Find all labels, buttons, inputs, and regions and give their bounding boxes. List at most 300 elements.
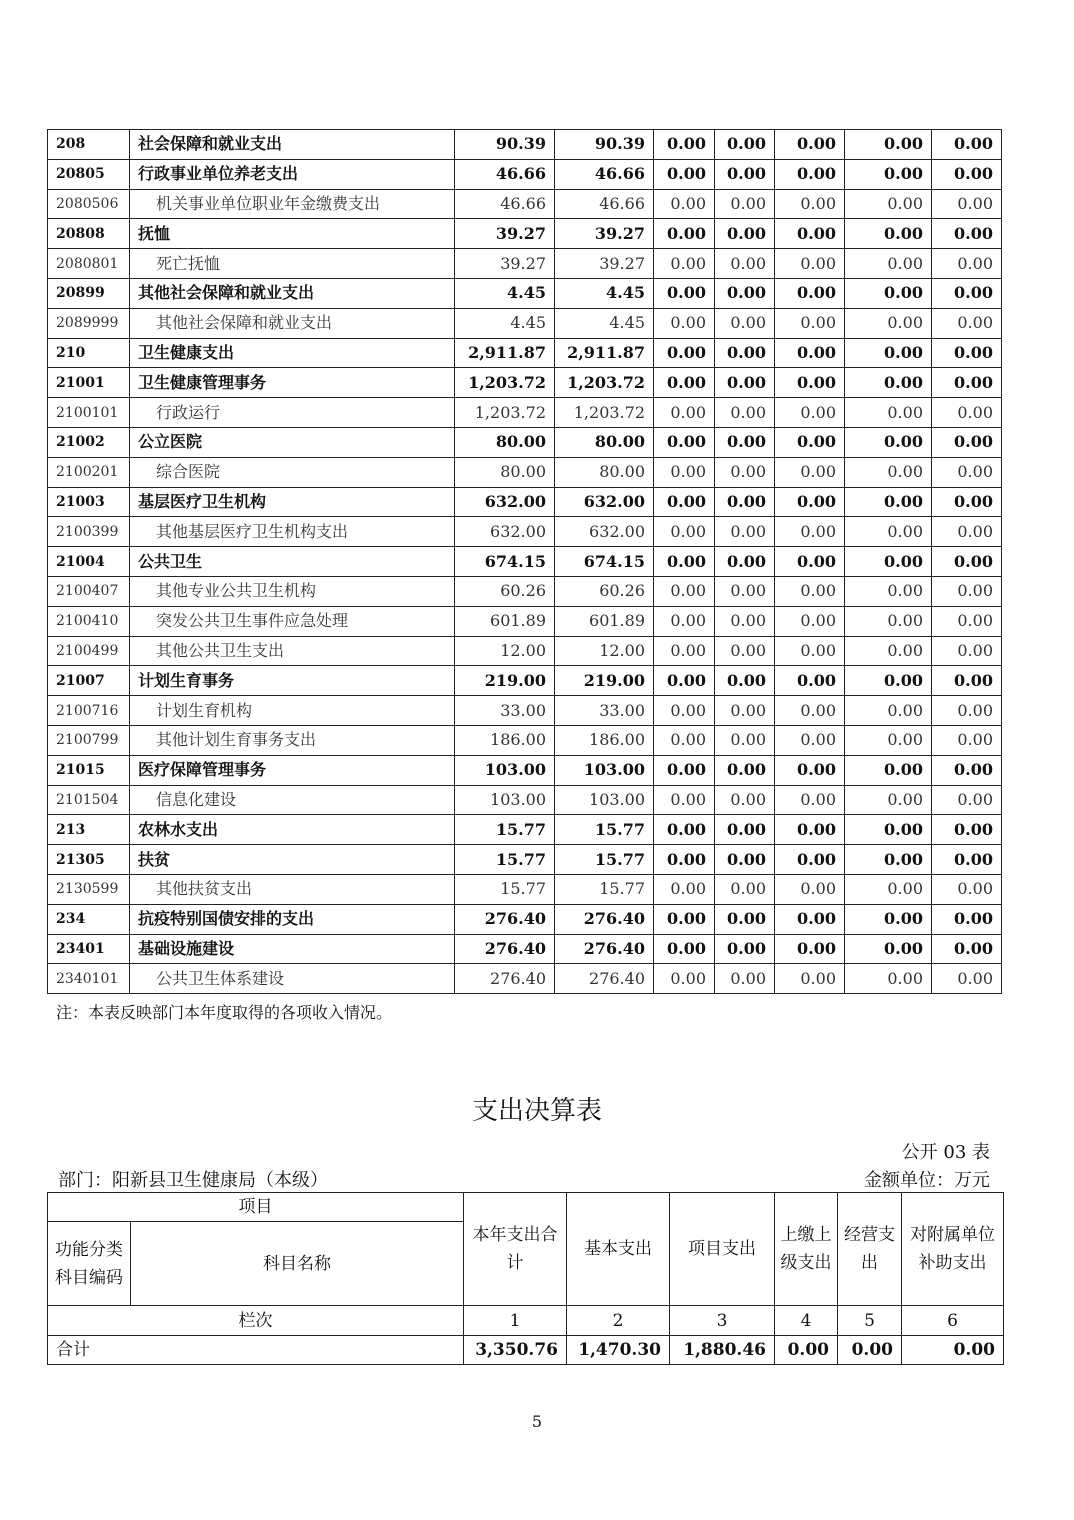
row-basic: 276.40 — [555, 934, 654, 964]
row-col6: 0.00 — [845, 815, 932, 845]
row-col7: 0.00 — [932, 278, 1002, 308]
row-col7: 0.00 — [932, 845, 1002, 875]
row-name: 死亡抚恤 — [130, 249, 455, 279]
row-basic: 1,203.72 — [555, 368, 654, 398]
row-total: 46.66 — [455, 159, 555, 189]
row-name: 计划生育事务 — [130, 666, 455, 696]
row-col4: 0.00 — [715, 696, 775, 726]
row-col5: 0.00 — [775, 547, 845, 577]
row-col3: 0.00 — [654, 964, 715, 994]
row-col3: 0.00 — [654, 517, 715, 547]
table-row — [48, 696, 1002, 726]
row-col4: 0.00 — [715, 845, 775, 875]
expenditure-summary-table — [47, 1192, 1004, 1365]
row-code: 20805 — [48, 159, 130, 189]
row-col5: 0.00 — [775, 189, 845, 219]
row-basic: 103.00 — [555, 785, 654, 815]
row-col6: 0.00 — [845, 457, 932, 487]
col-number-6: 6 — [902, 1306, 1004, 1336]
row-total: 39.27 — [455, 219, 555, 249]
header-item: 项目 — [48, 1193, 464, 1222]
row-basic: 674.15 — [555, 547, 654, 577]
row-total: 103.00 — [455, 755, 555, 785]
row-code: 2100101 — [48, 398, 130, 428]
row-code: 21007 — [48, 666, 130, 696]
row-total: 4.45 — [455, 278, 555, 308]
row-col3: 0.00 — [654, 368, 715, 398]
row-code: 21001 — [48, 368, 130, 398]
row-col7: 0.00 — [932, 219, 1002, 249]
row-name: 其他扶贫支出 — [130, 874, 455, 904]
table-row — [48, 308, 1002, 338]
row-total: 80.00 — [455, 457, 555, 487]
row-col4: 0.00 — [715, 219, 775, 249]
row-col7: 0.00 — [932, 964, 1002, 994]
row-col7: 0.00 — [932, 308, 1002, 338]
row-total: 632.00 — [455, 487, 555, 517]
row-col7: 0.00 — [932, 666, 1002, 696]
row-name: 公共卫生 — [130, 547, 455, 577]
row-col5: 0.00 — [775, 130, 845, 160]
header-code: 功能分类科目编码 — [48, 1222, 131, 1306]
table-row — [48, 845, 1002, 875]
row-col7: 0.00 — [932, 576, 1002, 606]
row-col4: 0.00 — [715, 874, 775, 904]
row-total: 4.45 — [455, 308, 555, 338]
row-col7: 0.00 — [932, 398, 1002, 428]
row-name: 计划生育机构 — [130, 696, 455, 726]
row-col6: 0.00 — [845, 368, 932, 398]
row-col3: 0.00 — [654, 547, 715, 577]
row-col3: 0.00 — [654, 815, 715, 845]
row-name: 公立医院 — [130, 427, 455, 457]
row-col4: 0.00 — [715, 278, 775, 308]
row-col6: 0.00 — [845, 606, 932, 636]
row-basic: 601.89 — [555, 606, 654, 636]
table-number: 公开 03 表 — [901, 1142, 990, 1163]
row-name: 卫生健康管理事务 — [130, 368, 455, 398]
table-row — [48, 785, 1002, 815]
row-basic: 15.77 — [555, 815, 654, 845]
total-value-3: 1,880.46 — [670, 1336, 775, 1365]
row-name: 卫生健康支出 — [130, 338, 455, 368]
row-code: 20808 — [48, 219, 130, 249]
row-col4: 0.00 — [715, 517, 775, 547]
row-name: 公共卫生体系建设 — [130, 964, 455, 994]
row-total: 39.27 — [455, 249, 555, 279]
row-col4: 0.00 — [715, 308, 775, 338]
row-col7: 0.00 — [932, 427, 1002, 457]
row-col5: 0.00 — [775, 487, 845, 517]
row-basic: 103.00 — [555, 755, 654, 785]
row-name: 其他社会保障和就业支出 — [130, 308, 455, 338]
row-code: 2100407 — [48, 576, 130, 606]
row-basic: 90.39 — [555, 130, 654, 160]
row-code: 208 — [48, 130, 130, 160]
row-col7: 0.00 — [932, 785, 1002, 815]
row-col6: 0.00 — [845, 517, 932, 547]
row-name: 机关事业单位职业年金缴费支出 — [130, 189, 455, 219]
row-total: 276.40 — [455, 934, 555, 964]
row-total: 103.00 — [455, 785, 555, 815]
row-name: 其他公共卫生支出 — [130, 636, 455, 666]
row-col4: 0.00 — [715, 130, 775, 160]
table-row — [48, 427, 1002, 457]
row-col3: 0.00 — [654, 845, 715, 875]
row-col7: 0.00 — [932, 636, 1002, 666]
row-code: 21305 — [48, 845, 130, 875]
row-col4: 0.00 — [715, 725, 775, 755]
row-col7: 0.00 — [932, 189, 1002, 219]
row-col7: 0.00 — [932, 487, 1002, 517]
row-col5: 0.00 — [775, 219, 845, 249]
row-col5: 0.00 — [775, 696, 845, 726]
row-col3: 0.00 — [654, 219, 715, 249]
col-number-2: 2 — [567, 1306, 670, 1336]
row-col5: 0.00 — [775, 338, 845, 368]
row-col4: 0.00 — [715, 189, 775, 219]
row-total: 219.00 — [455, 666, 555, 696]
row-col6: 0.00 — [845, 189, 932, 219]
row-name: 扶贫 — [130, 845, 455, 875]
row-basic: 219.00 — [555, 666, 654, 696]
row-name: 其他专业公共卫生机构 — [130, 576, 455, 606]
row-total: 674.15 — [455, 547, 555, 577]
row-code: 2100716 — [48, 696, 130, 726]
row-col3: 0.00 — [654, 338, 715, 368]
row-col5: 0.00 — [775, 636, 845, 666]
row-col5: 0.00 — [775, 457, 845, 487]
row-col4: 0.00 — [715, 904, 775, 934]
col-number-4: 4 — [775, 1306, 838, 1336]
row-col3: 0.00 — [654, 278, 715, 308]
row-basic: 46.66 — [555, 159, 654, 189]
col-number-1: 1 — [464, 1306, 567, 1336]
row-col5: 0.00 — [775, 398, 845, 428]
row-total: 601.89 — [455, 606, 555, 636]
row-basic: 4.45 — [555, 278, 654, 308]
row-col5: 0.00 — [775, 755, 845, 785]
row-col3: 0.00 — [654, 666, 715, 696]
row-col7: 0.00 — [932, 368, 1002, 398]
row-col4: 0.00 — [715, 606, 775, 636]
col-number-3: 3 — [670, 1306, 775, 1336]
total-value-1: 3,350.76 — [464, 1336, 567, 1365]
row-col3: 0.00 — [654, 457, 715, 487]
row-col4: 0.00 — [715, 457, 775, 487]
row-total: 60.26 — [455, 576, 555, 606]
row-col4: 0.00 — [715, 398, 775, 428]
row-col5: 0.00 — [775, 249, 845, 279]
row-code: 213 — [48, 815, 130, 845]
row-col7: 0.00 — [932, 934, 1002, 964]
row-basic: 15.77 — [555, 874, 654, 904]
row-basic: 276.40 — [555, 904, 654, 934]
table-row — [48, 636, 1002, 666]
row-basic: 60.26 — [555, 576, 654, 606]
table-row — [48, 278, 1002, 308]
row-total: 276.40 — [455, 904, 555, 934]
row-col7: 0.00 — [932, 517, 1002, 547]
row-col4: 0.00 — [715, 427, 775, 457]
total-label: 合计 — [48, 1336, 464, 1365]
row-col3: 0.00 — [654, 130, 715, 160]
row-col6: 0.00 — [845, 398, 932, 428]
row-col4: 0.00 — [715, 338, 775, 368]
row-col6: 0.00 — [845, 547, 932, 577]
row-col3: 0.00 — [654, 606, 715, 636]
header-col2: 基本支出 — [567, 1193, 670, 1306]
row-total: 1,203.72 — [455, 398, 555, 428]
row-basic: 632.00 — [555, 487, 654, 517]
row-col4: 0.00 — [715, 785, 775, 815]
row-col4: 0.00 — [715, 368, 775, 398]
header-name: 科目名称 — [131, 1222, 464, 1306]
row-col3: 0.00 — [654, 487, 715, 517]
row-col6: 0.00 — [845, 338, 932, 368]
row-col4: 0.00 — [715, 934, 775, 964]
row-col6: 0.00 — [845, 904, 932, 934]
row-col5: 0.00 — [775, 964, 845, 994]
col-number-5: 5 — [838, 1306, 902, 1336]
expenditure-detail-table — [47, 129, 1002, 994]
row-col4: 0.00 — [715, 964, 775, 994]
row-code: 2340101 — [48, 964, 130, 994]
row-basic: 80.00 — [555, 427, 654, 457]
table-row — [48, 457, 1002, 487]
row-col7: 0.00 — [932, 249, 1002, 279]
row-col7: 0.00 — [932, 547, 1002, 577]
row-label: 栏次 — [48, 1306, 464, 1336]
row-col6: 0.00 — [845, 576, 932, 606]
row-col5: 0.00 — [775, 606, 845, 636]
row-col7: 0.00 — [932, 725, 1002, 755]
row-basic: 186.00 — [555, 725, 654, 755]
row-col5: 0.00 — [775, 934, 845, 964]
table-row — [48, 249, 1002, 279]
row-col3: 0.00 — [654, 159, 715, 189]
row-col6: 0.00 — [845, 308, 932, 338]
row-name: 基础设施建设 — [130, 934, 455, 964]
row-col6: 0.00 — [845, 725, 932, 755]
row-col5: 0.00 — [775, 725, 845, 755]
row-col7: 0.00 — [932, 904, 1002, 934]
row-col6: 0.00 — [845, 755, 932, 785]
row-col6: 0.00 — [845, 487, 932, 517]
row-col6: 0.00 — [845, 427, 932, 457]
row-col5: 0.00 — [775, 666, 845, 696]
row-col6: 0.00 — [845, 934, 932, 964]
row-name: 行政运行 — [130, 398, 455, 428]
section-title: 支出决算表 — [471, 1096, 602, 1126]
row-col7: 0.00 — [932, 338, 1002, 368]
table-row — [48, 398, 1002, 428]
row-col3: 0.00 — [654, 308, 715, 338]
row-name: 其他基层医疗卫生机构支出 — [130, 517, 455, 547]
row-col6: 0.00 — [845, 964, 932, 994]
row-basic: 276.40 — [555, 964, 654, 994]
row-col4: 0.00 — [715, 576, 775, 606]
table-row — [48, 130, 1002, 160]
row-total: 80.00 — [455, 427, 555, 457]
row-col4: 0.00 — [715, 487, 775, 517]
row-col3: 0.00 — [654, 249, 715, 279]
header-col5: 经营支出 — [838, 1193, 902, 1306]
row-total: 632.00 — [455, 517, 555, 547]
row-col4: 0.00 — [715, 636, 775, 666]
row-col3: 0.00 — [654, 189, 715, 219]
row-basic: 33.00 — [555, 696, 654, 726]
row-name: 抗疫特别国债安排的支出 — [130, 904, 455, 934]
table-row — [48, 606, 1002, 636]
row-col3: 0.00 — [654, 636, 715, 666]
row-basic: 39.27 — [555, 219, 654, 249]
row-col5: 0.00 — [775, 427, 845, 457]
table-row — [48, 159, 1002, 189]
row-basic: 2,911.87 — [555, 338, 654, 368]
row-basic: 4.45 — [555, 308, 654, 338]
total-value-6: 0.00 — [902, 1336, 1004, 1365]
table-row — [48, 725, 1002, 755]
row-col5: 0.00 — [775, 159, 845, 189]
row-basic: 80.00 — [555, 457, 654, 487]
row-code: 2101504 — [48, 785, 130, 815]
row-col5: 0.00 — [775, 904, 845, 934]
row-col3: 0.00 — [654, 934, 715, 964]
table-row — [48, 755, 1002, 785]
row-code: 21003 — [48, 487, 130, 517]
row-col5: 0.00 — [775, 368, 845, 398]
table-row — [48, 666, 1002, 696]
table-row — [48, 815, 1002, 845]
row-col6: 0.00 — [845, 219, 932, 249]
row-code: 2100499 — [48, 636, 130, 666]
row-col3: 0.00 — [654, 725, 715, 755]
row-col5: 0.00 — [775, 308, 845, 338]
row-code: 21015 — [48, 755, 130, 785]
row-col5: 0.00 — [775, 517, 845, 547]
row-col6: 0.00 — [845, 874, 932, 904]
row-name: 综合医院 — [130, 457, 455, 487]
row-col7: 0.00 — [932, 606, 1002, 636]
header-col1: 本年支出合计 — [464, 1193, 567, 1306]
row-name: 其他计划生育事务支出 — [130, 725, 455, 755]
row-col4: 0.00 — [715, 249, 775, 279]
row-code: 2130599 — [48, 874, 130, 904]
row-col7: 0.00 — [932, 755, 1002, 785]
header-col4: 上缴上级支出 — [775, 1193, 838, 1306]
amount-unit-label: 金额单位：万元 — [864, 1170, 990, 1191]
table-row — [48, 338, 1002, 368]
row-col3: 0.00 — [654, 904, 715, 934]
row-col4: 0.00 — [715, 159, 775, 189]
row-total: 2,911.87 — [455, 338, 555, 368]
row-col3: 0.00 — [654, 755, 715, 785]
row-total: 1,203.72 — [455, 368, 555, 398]
row-code: 210 — [48, 338, 130, 368]
row-col7: 0.00 — [932, 696, 1002, 726]
table-row — [48, 874, 1002, 904]
row-code: 21002 — [48, 427, 130, 457]
row-basic: 1,203.72 — [555, 398, 654, 428]
row-name: 行政事业单位养老支出 — [130, 159, 455, 189]
table-row — [48, 904, 1002, 934]
total-value-2: 1,470.30 — [567, 1336, 670, 1365]
row-total: 46.66 — [455, 189, 555, 219]
row-col5: 0.00 — [775, 845, 845, 875]
row-code: 2100799 — [48, 725, 130, 755]
row-col4: 0.00 — [715, 547, 775, 577]
row-code: 21004 — [48, 547, 130, 577]
row-basic: 12.00 — [555, 636, 654, 666]
row-col4: 0.00 — [715, 755, 775, 785]
row-col5: 0.00 — [775, 815, 845, 845]
row-col4: 0.00 — [715, 666, 775, 696]
row-col3: 0.00 — [654, 785, 715, 815]
row-total: 33.00 — [455, 696, 555, 726]
row-col5: 0.00 — [775, 278, 845, 308]
row-col3: 0.00 — [654, 427, 715, 457]
row-code: 23401 — [48, 934, 130, 964]
row-total: 276.40 — [455, 964, 555, 994]
row-name: 社会保障和就业支出 — [130, 130, 455, 160]
row-name: 其他社会保障和就业支出 — [130, 278, 455, 308]
table-row — [48, 219, 1002, 249]
row-col3: 0.00 — [654, 576, 715, 606]
row-basic: 15.77 — [555, 845, 654, 875]
row-name: 农林水支出 — [130, 815, 455, 845]
row-code: 2100399 — [48, 517, 130, 547]
row-basic: 39.27 — [555, 249, 654, 279]
row-total: 15.77 — [455, 815, 555, 845]
row-code: 2080801 — [48, 249, 130, 279]
row-col5: 0.00 — [775, 576, 845, 606]
row-total: 90.39 — [455, 130, 555, 160]
row-name: 基层医疗卫生机构 — [130, 487, 455, 517]
table-row — [48, 547, 1002, 577]
table-row — [48, 487, 1002, 517]
row-basic: 46.66 — [555, 189, 654, 219]
row-col6: 0.00 — [845, 666, 932, 696]
row-total: 12.00 — [455, 636, 555, 666]
table-row — [48, 934, 1002, 964]
row-col7: 0.00 — [932, 874, 1002, 904]
row-col6: 0.00 — [845, 249, 932, 279]
row-col6: 0.00 — [845, 159, 932, 189]
row-basic: 632.00 — [555, 517, 654, 547]
row-total: 186.00 — [455, 725, 555, 755]
row-code: 2089999 — [48, 308, 130, 338]
row-name: 信息化建设 — [130, 785, 455, 815]
row-col6: 0.00 — [845, 636, 932, 666]
row-code: 2100201 — [48, 457, 130, 487]
row-col5: 0.00 — [775, 785, 845, 815]
row-total: 15.77 — [455, 874, 555, 904]
row-col6: 0.00 — [845, 130, 932, 160]
row-col6: 0.00 — [845, 278, 932, 308]
header-col6: 对附属单位补助支出 — [902, 1193, 1004, 1306]
row-name: 突发公共卫生事件应急处理 — [130, 606, 455, 636]
page-number: 5 — [531, 1412, 543, 1431]
row-col4: 0.00 — [715, 815, 775, 845]
row-col6: 0.00 — [845, 696, 932, 726]
table-row — [48, 576, 1002, 606]
row-col7: 0.00 — [932, 159, 1002, 189]
row-code: 2080506 — [48, 189, 130, 219]
row-col3: 0.00 — [654, 398, 715, 428]
row-name: 医疗保障管理事务 — [130, 755, 455, 785]
row-col6: 0.00 — [845, 845, 932, 875]
